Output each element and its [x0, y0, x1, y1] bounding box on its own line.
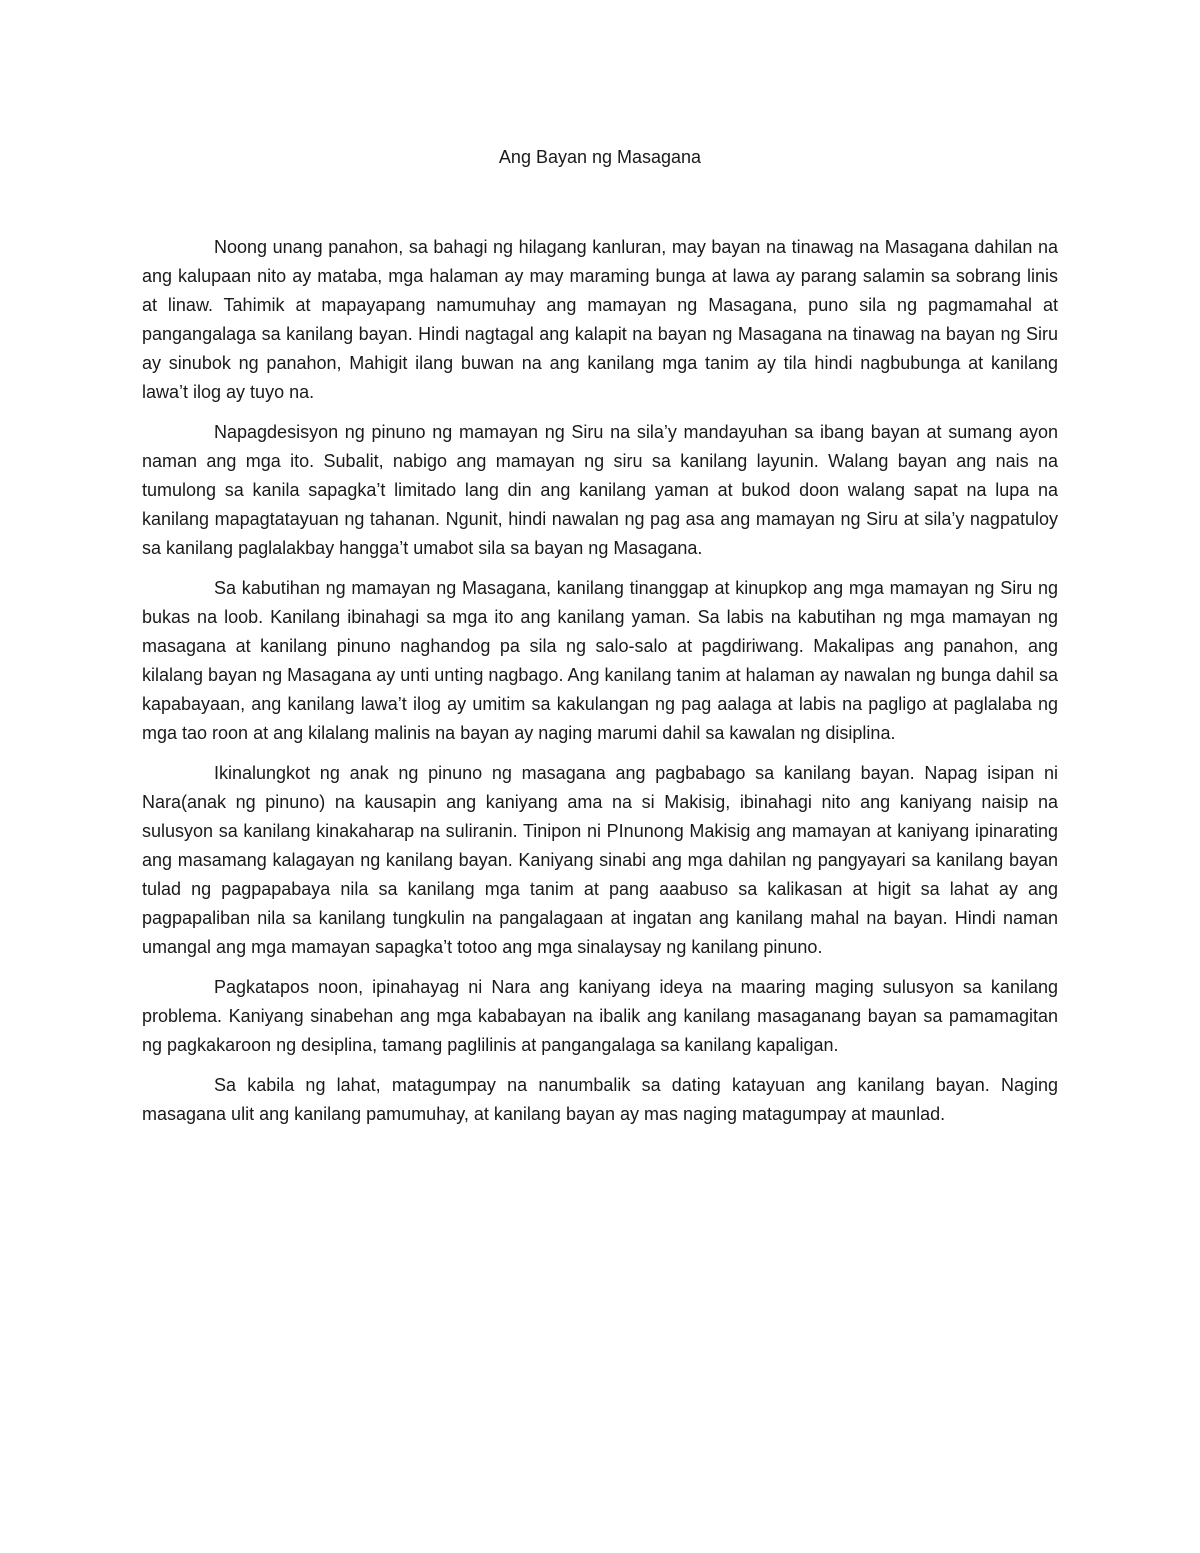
paragraph-5: Pagkatapos noon, ipinahayag ni Nara ang kaniyang ideya na maaring maging sulusyon sa kanilang problema. Kaniyang sinabehan ang mga kababayan na ibalik ang kanilang masaganang bayan sa pamamagitan ng pagkakaroon ng desiplina, tamang paglilinis at pangangalaga sa kanilang kapaligan. — [142, 977, 1058, 1055]
document-title: Ang Bayan ng Masagana — [498, 147, 702, 167]
paragraph-1: Noong unang panahon, sa bahagi ng hilagang kanluran, may bayan na tinawag na Masagana dahilan na ang kalupaan nito ay mataba, mga halaman ay may maraming bunga at lawa ay parang salamin sa sobrang linis at linaw. Tahimik at mapayapang namumuhay ang mamayan ng Masagana, puno sila ng pagmamahal at pangangalaga sa kanilang bayan. Hindi nagtagal ang kalapit na bayan ng Masagana na tinawag na bayan ng Siru ay sinubok ng panahon, Mahigit ilang buwan na ang kanilang mga tanim ay tila hindi nagbubunga at kanilang lawa’t ilog ay tuyo na. — [142, 237, 1058, 402]
paragraph-6: Sa kabila ng lahat, matagumpay na nanumbalik sa dating katayuan ang kanilang bayan. Naging masagana ulit ang kanilang pamumuhay, at kanilang bayan ay mas naging matagumpay at maunlad. — [142, 1075, 1058, 1124]
paragraph-2: Napagdesisyon ng pinuno ng mamayan ng Siru na sila’y mandayuhan sa ibang bayan at sumang ayon naman ang mga ito. Subalit, nabigo ang mamayan ng siru sa kanilang layunin. Walang bayan ang nais na tumulong sa kanila sapagka’t limitado lang din ang kanilang yaman at bukod doon walang sapat na lupa na kanilang mapagtatayuan ng tahanan. Ngunit, hindi nawalan ng pag asa ang mamayan ng Siru at sila’y nagpatuloy sa kanilang paglalakbay hangga’t umabot sila sa bayan ng Masagana. — [142, 422, 1058, 558]
paragraph-4: Ikinalungkot ng anak ng pinuno ng masagana ang pagbabago sa kanilang bayan. Napag isipan ni Nara(anak ng pinuno) na kausapin ang kaniyang ama na si Makisig, ibinahagi nito ang kaniyang naisip na sulusyon sa kanilang kinakaharap na suliranin. Tinipon ni PInunong Makisig ang mamayan at kaniyang ipinarating ang masamang kalagayan ng kanilang bayan. Kaniyang sinabi ang mga dahilan ng pangyayari sa kanilang bayan tulad ng pagpapabaya nila sa kanilang mga tanim at pang aaabuso sa kalikasan at higit sa lahat ay ang pagpapaliban nila sa kanilang tungkulin na pangalagaan at ingatan ang kanilang mahal na bayan. Hindi naman umangal ang mga mamayan sapagka’t totoo ang mga sinalaysay ng kanilang pinuno. — [142, 763, 1058, 957]
paragraph-3: Sa kabutihan ng mamayan ng Masagana, kanilang tinanggap at kinupkop ang mga mamayan ng Siru ng bukas na loob. Kanilang ibinahagi sa mga ito ang kanilang yaman. Sa labis na kabutihan ng mga mamayan ng masagana at kanilang pinuno naghandog pa sila ng salo-salo at pagdiriwang. Makalipas ang panahon, ang kilalang bayan ng Masagana ay unti unting nagbago. Ang kanilang tanim at halaman ay nawalan ng bunga dahil sa kapabayaan, ang kanilang lawa’t ilog ay umitim sa kakulangan ng pag aalaga at labis na pagligo at paglalaba ng mga tao roon at ang kilalang malinis na bayan ay naging marumi dahil sa kawalan ng disiplina. — [142, 578, 1058, 743]
document-body — [142, 233, 1058, 1140]
